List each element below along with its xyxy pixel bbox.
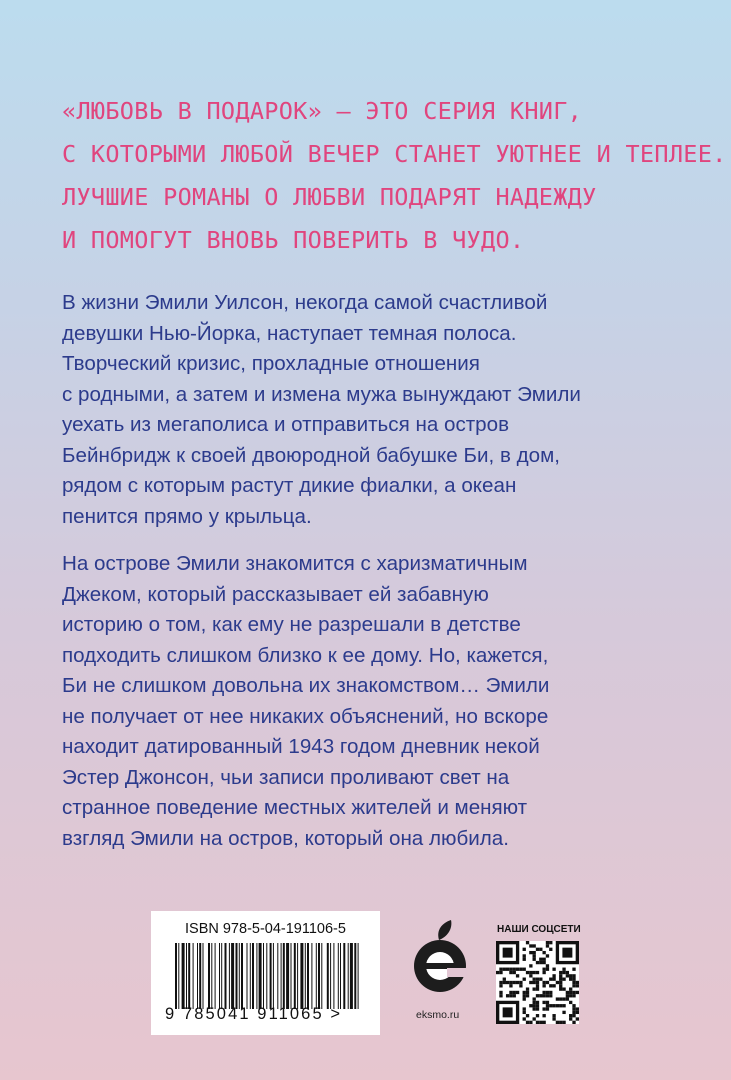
qr-module	[499, 968, 502, 971]
qr-module	[546, 1007, 549, 1010]
qr-module	[572, 1021, 575, 1024]
barcode-bar	[252, 943, 254, 1009]
qr-module	[546, 954, 549, 957]
qr-module	[523, 978, 526, 981]
qr-module	[572, 984, 575, 987]
barcode-bar	[178, 943, 179, 1009]
barcode-bar	[266, 943, 267, 1009]
series-blurb	[62, 90, 727, 262]
qr-module	[513, 991, 516, 994]
barcode-bar	[318, 943, 320, 1009]
qr-module	[572, 994, 575, 997]
qr-module	[576, 1007, 579, 1010]
series-line: ЛУЧШИЕ РОМАНЫ О ЛЮБВИ ПОДАРЯТ НАДЕЖДУ	[62, 183, 597, 211]
qr-module	[519, 984, 522, 987]
qr-module	[559, 971, 562, 974]
barcode-bar	[270, 943, 272, 1009]
qr-module	[539, 1021, 542, 1024]
qr-module	[542, 994, 545, 997]
qr-module	[569, 987, 572, 990]
qr-module	[509, 991, 512, 994]
qr-module	[546, 1004, 549, 1007]
barcode-bar	[354, 943, 356, 1009]
qr-module	[513, 994, 516, 997]
barcode-bar	[316, 943, 317, 1009]
qr-module	[552, 1017, 555, 1020]
qr-module	[499, 971, 502, 974]
qr-module	[539, 994, 542, 997]
qr-module	[569, 994, 572, 997]
qr-module	[523, 948, 526, 951]
qr-module	[523, 1017, 526, 1020]
qr-module	[536, 978, 539, 981]
barcode-bar	[343, 943, 345, 1009]
barcode-bar	[348, 943, 349, 1009]
qr-module	[552, 978, 555, 981]
qr-module	[506, 994, 509, 997]
qr-module	[542, 968, 545, 971]
qr-module	[569, 991, 572, 994]
qr-module	[552, 968, 555, 971]
description-paragraph-1	[62, 288, 702, 532]
qr-module	[576, 1011, 579, 1014]
barcode-bars	[175, 943, 359, 1009]
barcode-bar	[250, 943, 251, 1009]
barcode-bar	[199, 943, 201, 1009]
text-line: подходить слишком близко к ее дому. Но, кажется,	[62, 643, 549, 667]
qr-module	[559, 987, 562, 990]
isbn-label: ISBN 978-5-04-191106-5	[185, 921, 346, 937]
qr-module	[529, 1004, 532, 1007]
barcode-bar	[338, 943, 339, 1009]
barcode-bar	[297, 943, 298, 1009]
qr-module	[542, 984, 545, 987]
qr-module	[503, 948, 513, 958]
qr-module	[549, 978, 552, 981]
qr-module	[572, 981, 575, 984]
barcode-panel	[151, 911, 380, 1035]
qr-module	[509, 981, 512, 984]
qr-module	[513, 971, 516, 974]
barcode-bar	[221, 943, 222, 1009]
qr-module	[542, 1007, 545, 1010]
qr-module	[562, 971, 565, 974]
qr-module	[506, 981, 509, 984]
eksmo-logo-icon	[409, 920, 471, 1002]
barcode-bar	[305, 943, 306, 1009]
qr-module	[533, 1004, 536, 1007]
qr-module	[509, 971, 512, 974]
qr-module	[533, 944, 536, 947]
qr-module	[559, 997, 562, 1000]
barcode-bar	[333, 943, 334, 1009]
qr-module	[536, 971, 539, 974]
qr-module	[572, 1004, 575, 1007]
qr-module	[542, 961, 545, 964]
qr-module	[546, 1001, 549, 1004]
barcode-bar	[358, 943, 359, 1009]
text-line: рядом с которым растут дикие фиалки, а океан	[62, 474, 517, 497]
qr-module	[562, 978, 565, 981]
qr-module	[576, 981, 579, 984]
qr-module	[569, 1001, 572, 1004]
qr-module	[509, 994, 512, 997]
qr-module	[523, 994, 526, 997]
qr-module	[536, 1021, 539, 1024]
qr-module	[549, 941, 552, 944]
qr-module	[523, 1011, 526, 1014]
qr-module	[566, 994, 569, 997]
barcode-bar	[219, 943, 220, 1009]
qr-module	[526, 1014, 529, 1017]
qr-module	[546, 964, 549, 967]
qr-module	[516, 991, 519, 994]
qr-module	[559, 1004, 562, 1007]
series-line: С КОТОРЫМИ ЛЮБОЙ ВЕЧЕР СТАНЕТ УЮТНЕЕ И ТЕПЛЕЕ.	[62, 140, 727, 168]
text-line: Джеком, который рассказывает ей забавную	[62, 582, 489, 606]
text-line: находит датированный 1943 годом дневник некой	[62, 735, 540, 758]
qr-module	[529, 974, 532, 977]
qr-module	[572, 974, 575, 977]
qr-module	[533, 954, 536, 957]
qr-module	[533, 1007, 536, 1010]
qr-module	[559, 981, 562, 984]
qr-module	[533, 997, 536, 1000]
qr-module	[542, 1021, 545, 1024]
qr-module	[542, 1001, 545, 1004]
qr-module	[542, 1014, 545, 1017]
qr-module	[546, 944, 549, 947]
description-paragraph-2	[62, 549, 702, 854]
text-line: историю о том, как ему не разрешали в детстве	[62, 613, 521, 636]
qr-module	[546, 941, 549, 944]
text-line: девушки Нью-Йорка, наступает темная полоса.	[62, 321, 517, 345]
qr-module	[576, 984, 579, 987]
qr-module	[513, 968, 516, 971]
qr-module	[509, 968, 512, 971]
qr-module	[516, 968, 519, 971]
text-line: Эстер Джонсон, чьи записи проливают свет на	[62, 765, 510, 789]
qr-module	[536, 1001, 539, 1004]
barcode-bar	[186, 943, 187, 1009]
qr-module	[566, 991, 569, 994]
qr-module	[506, 968, 509, 971]
qr-module	[576, 991, 579, 994]
text-line: пенится прямо у крыльца.	[62, 504, 312, 528]
qr-module	[552, 984, 555, 987]
barcode-bar	[203, 943, 204, 1009]
barcode-bar	[241, 943, 243, 1009]
text-line: не получает от нее никаких объяснений, но вскоре	[62, 704, 549, 728]
barcode-bar	[175, 943, 177, 1009]
qr-module	[539, 958, 542, 961]
qr-module	[536, 987, 539, 990]
qr-module	[542, 981, 545, 984]
barcode-bar	[247, 943, 248, 1009]
qr-code-icon[interactable]	[496, 941, 579, 1024]
qr-module	[569, 1014, 572, 1017]
barcode-bar	[259, 943, 262, 1009]
qr-module	[549, 948, 552, 951]
barcode-bar	[215, 943, 216, 1009]
qr-module	[559, 984, 562, 987]
barcode-bar	[327, 943, 329, 1009]
qr-module	[562, 1021, 565, 1024]
qr-module	[536, 948, 539, 951]
text-line: уехать из мегаполиса и отправиться на остров	[62, 413, 510, 436]
qr-module	[542, 958, 545, 961]
qr-module	[549, 991, 552, 994]
barcode-bar	[211, 943, 212, 1009]
barcode-bar	[350, 943, 353, 1009]
barcode-bar	[239, 943, 240, 1009]
qr-module	[552, 1014, 555, 1017]
qr-module	[546, 968, 549, 971]
barcode-bar	[294, 943, 296, 1009]
qr-module	[533, 1017, 536, 1020]
qr-module	[536, 981, 539, 984]
qr-module	[539, 948, 542, 951]
qr-module	[519, 968, 522, 971]
qr-module	[529, 951, 532, 954]
qr-module	[529, 964, 532, 967]
qr-module	[572, 978, 575, 981]
qr-module	[549, 1004, 552, 1007]
barcode-bar	[330, 943, 331, 1009]
barcode-bar	[340, 943, 341, 1009]
qr-module	[526, 971, 529, 974]
qr-module	[503, 978, 506, 981]
qr-module	[536, 961, 539, 964]
qr-module	[516, 981, 519, 984]
qr-module	[519, 981, 522, 984]
qr-module	[572, 1011, 575, 1014]
qr-module	[559, 1021, 562, 1024]
qr-module	[556, 981, 559, 984]
ean-digits: 9 785041 911065 >	[165, 1005, 343, 1023]
qr-module	[499, 981, 502, 984]
social-label: НАШИ СОЦСЕТИ	[497, 924, 581, 935]
barcode-bar	[188, 943, 190, 1009]
barcode-bar	[193, 943, 194, 1009]
qr-module	[562, 997, 565, 1000]
qr-module	[552, 974, 555, 977]
barcode-bar	[229, 943, 230, 1009]
qr-module	[566, 997, 569, 1000]
qr-module	[523, 958, 526, 961]
barcode-bar	[281, 943, 282, 1009]
qr-module	[526, 987, 529, 990]
qr-module	[562, 1011, 565, 1014]
text-line: странное поведение местных жителей и меняют	[62, 796, 528, 819]
qr-module	[549, 984, 552, 987]
text-line: На острове Эмили знакомится с харизматичным	[62, 552, 528, 575]
qr-module	[523, 1007, 526, 1010]
text-line: Би не слишком довольна их знакомством… Эмили	[62, 674, 550, 697]
qr-module	[529, 944, 532, 947]
qr-module	[526, 1021, 529, 1024]
qr-module	[533, 958, 536, 961]
qr-module	[536, 1004, 539, 1007]
qr-module	[542, 971, 545, 974]
qr-module	[533, 971, 536, 974]
qr-module	[523, 991, 526, 994]
qr-module	[499, 984, 502, 987]
barcode-bar	[236, 943, 238, 1009]
barcode-bar	[307, 943, 309, 1009]
qr-module	[503, 1007, 513, 1017]
qr-module	[496, 971, 499, 974]
barcode-bar	[300, 943, 303, 1009]
qr-module	[509, 984, 512, 987]
text-line: Творческий кризис, прохладные отношения	[62, 352, 480, 375]
qr-module	[546, 981, 549, 984]
barcode-bar	[286, 943, 289, 1009]
qr-module	[533, 978, 536, 981]
barcode-bar	[283, 943, 285, 1009]
qr-module	[533, 1001, 536, 1004]
qr-module	[562, 948, 572, 958]
qr-module	[562, 987, 565, 990]
qr-module	[559, 974, 562, 977]
qr-module	[549, 994, 552, 997]
qr-module	[499, 991, 502, 994]
barcode-bar	[225, 943, 227, 1009]
qr-module	[536, 1007, 539, 1010]
qr-module	[569, 1017, 572, 1020]
series-line: И ПОМОГУТ ВНОВЬ ПОВЕРИТЬ В ЧУДО.	[62, 226, 525, 254]
qr-module	[569, 974, 572, 977]
qr-module	[556, 997, 559, 1000]
qr-module	[529, 1021, 532, 1024]
qr-module	[576, 1017, 579, 1020]
qr-module	[546, 991, 549, 994]
barcode-bar	[291, 943, 292, 1009]
qr-module	[499, 994, 502, 997]
series-line: «ЛЮБОВЬ В ПОДАРОК» – ЭТО СЕРИЯ КНИГ,	[62, 97, 583, 125]
qr-module	[529, 971, 532, 974]
qr-module	[566, 971, 569, 974]
qr-module	[503, 981, 506, 984]
qr-module	[516, 974, 519, 977]
barcode-bar	[182, 943, 185, 1009]
qr-module	[562, 968, 565, 971]
qr-module	[526, 994, 529, 997]
qr-module	[533, 951, 536, 954]
qr-module	[572, 1014, 575, 1017]
text-line: с родными, а затем и измена мужа вынуждают Эмили	[62, 382, 581, 406]
qr-module	[526, 991, 529, 994]
qr-module	[523, 954, 526, 957]
barcode-bar	[321, 943, 322, 1009]
barcode-bar	[231, 943, 234, 1009]
qr-module	[542, 951, 545, 954]
publisher-url[interactable]: eksmo.ru	[416, 1009, 460, 1021]
qr-module	[559, 978, 562, 981]
text-line: Бейнбридж к своей двоюродной бабушке Би, в дом,	[62, 443, 560, 467]
qr-module	[529, 981, 532, 984]
text-line: взгляд Эмили на остров, который она любила.	[62, 826, 509, 850]
text-line: В жизни Эмили Уилсон, некогда самой счастливой	[62, 291, 548, 314]
qr-module	[536, 994, 539, 997]
qr-module	[546, 994, 549, 997]
qr-module	[572, 1007, 575, 1010]
qr-module	[572, 991, 575, 994]
barcode-bar	[256, 943, 257, 1009]
barcode-bar	[197, 943, 198, 1009]
barcode-bar	[277, 943, 278, 1009]
qr-module	[503, 968, 506, 971]
qr-module	[536, 1014, 539, 1017]
qr-module	[513, 981, 516, 984]
qr-module	[569, 978, 572, 981]
barcode-bar	[263, 943, 264, 1009]
barcode-bar	[273, 943, 274, 1009]
qr-module	[533, 987, 536, 990]
qr-module	[526, 941, 529, 944]
barcode-bar	[208, 943, 210, 1009]
qr-module	[572, 968, 575, 971]
qr-module	[556, 1004, 559, 1007]
qr-module	[523, 997, 526, 1000]
qr-module	[566, 974, 569, 977]
qr-module	[552, 1004, 555, 1007]
qr-module	[562, 1004, 565, 1007]
qr-module	[523, 968, 526, 971]
qr-module	[533, 981, 536, 984]
qr-module	[556, 1021, 559, 1024]
qr-module	[539, 961, 542, 964]
barcode-bar	[311, 943, 312, 1009]
qr-module	[539, 978, 542, 981]
qr-module	[536, 984, 539, 987]
qr-module	[542, 991, 545, 994]
